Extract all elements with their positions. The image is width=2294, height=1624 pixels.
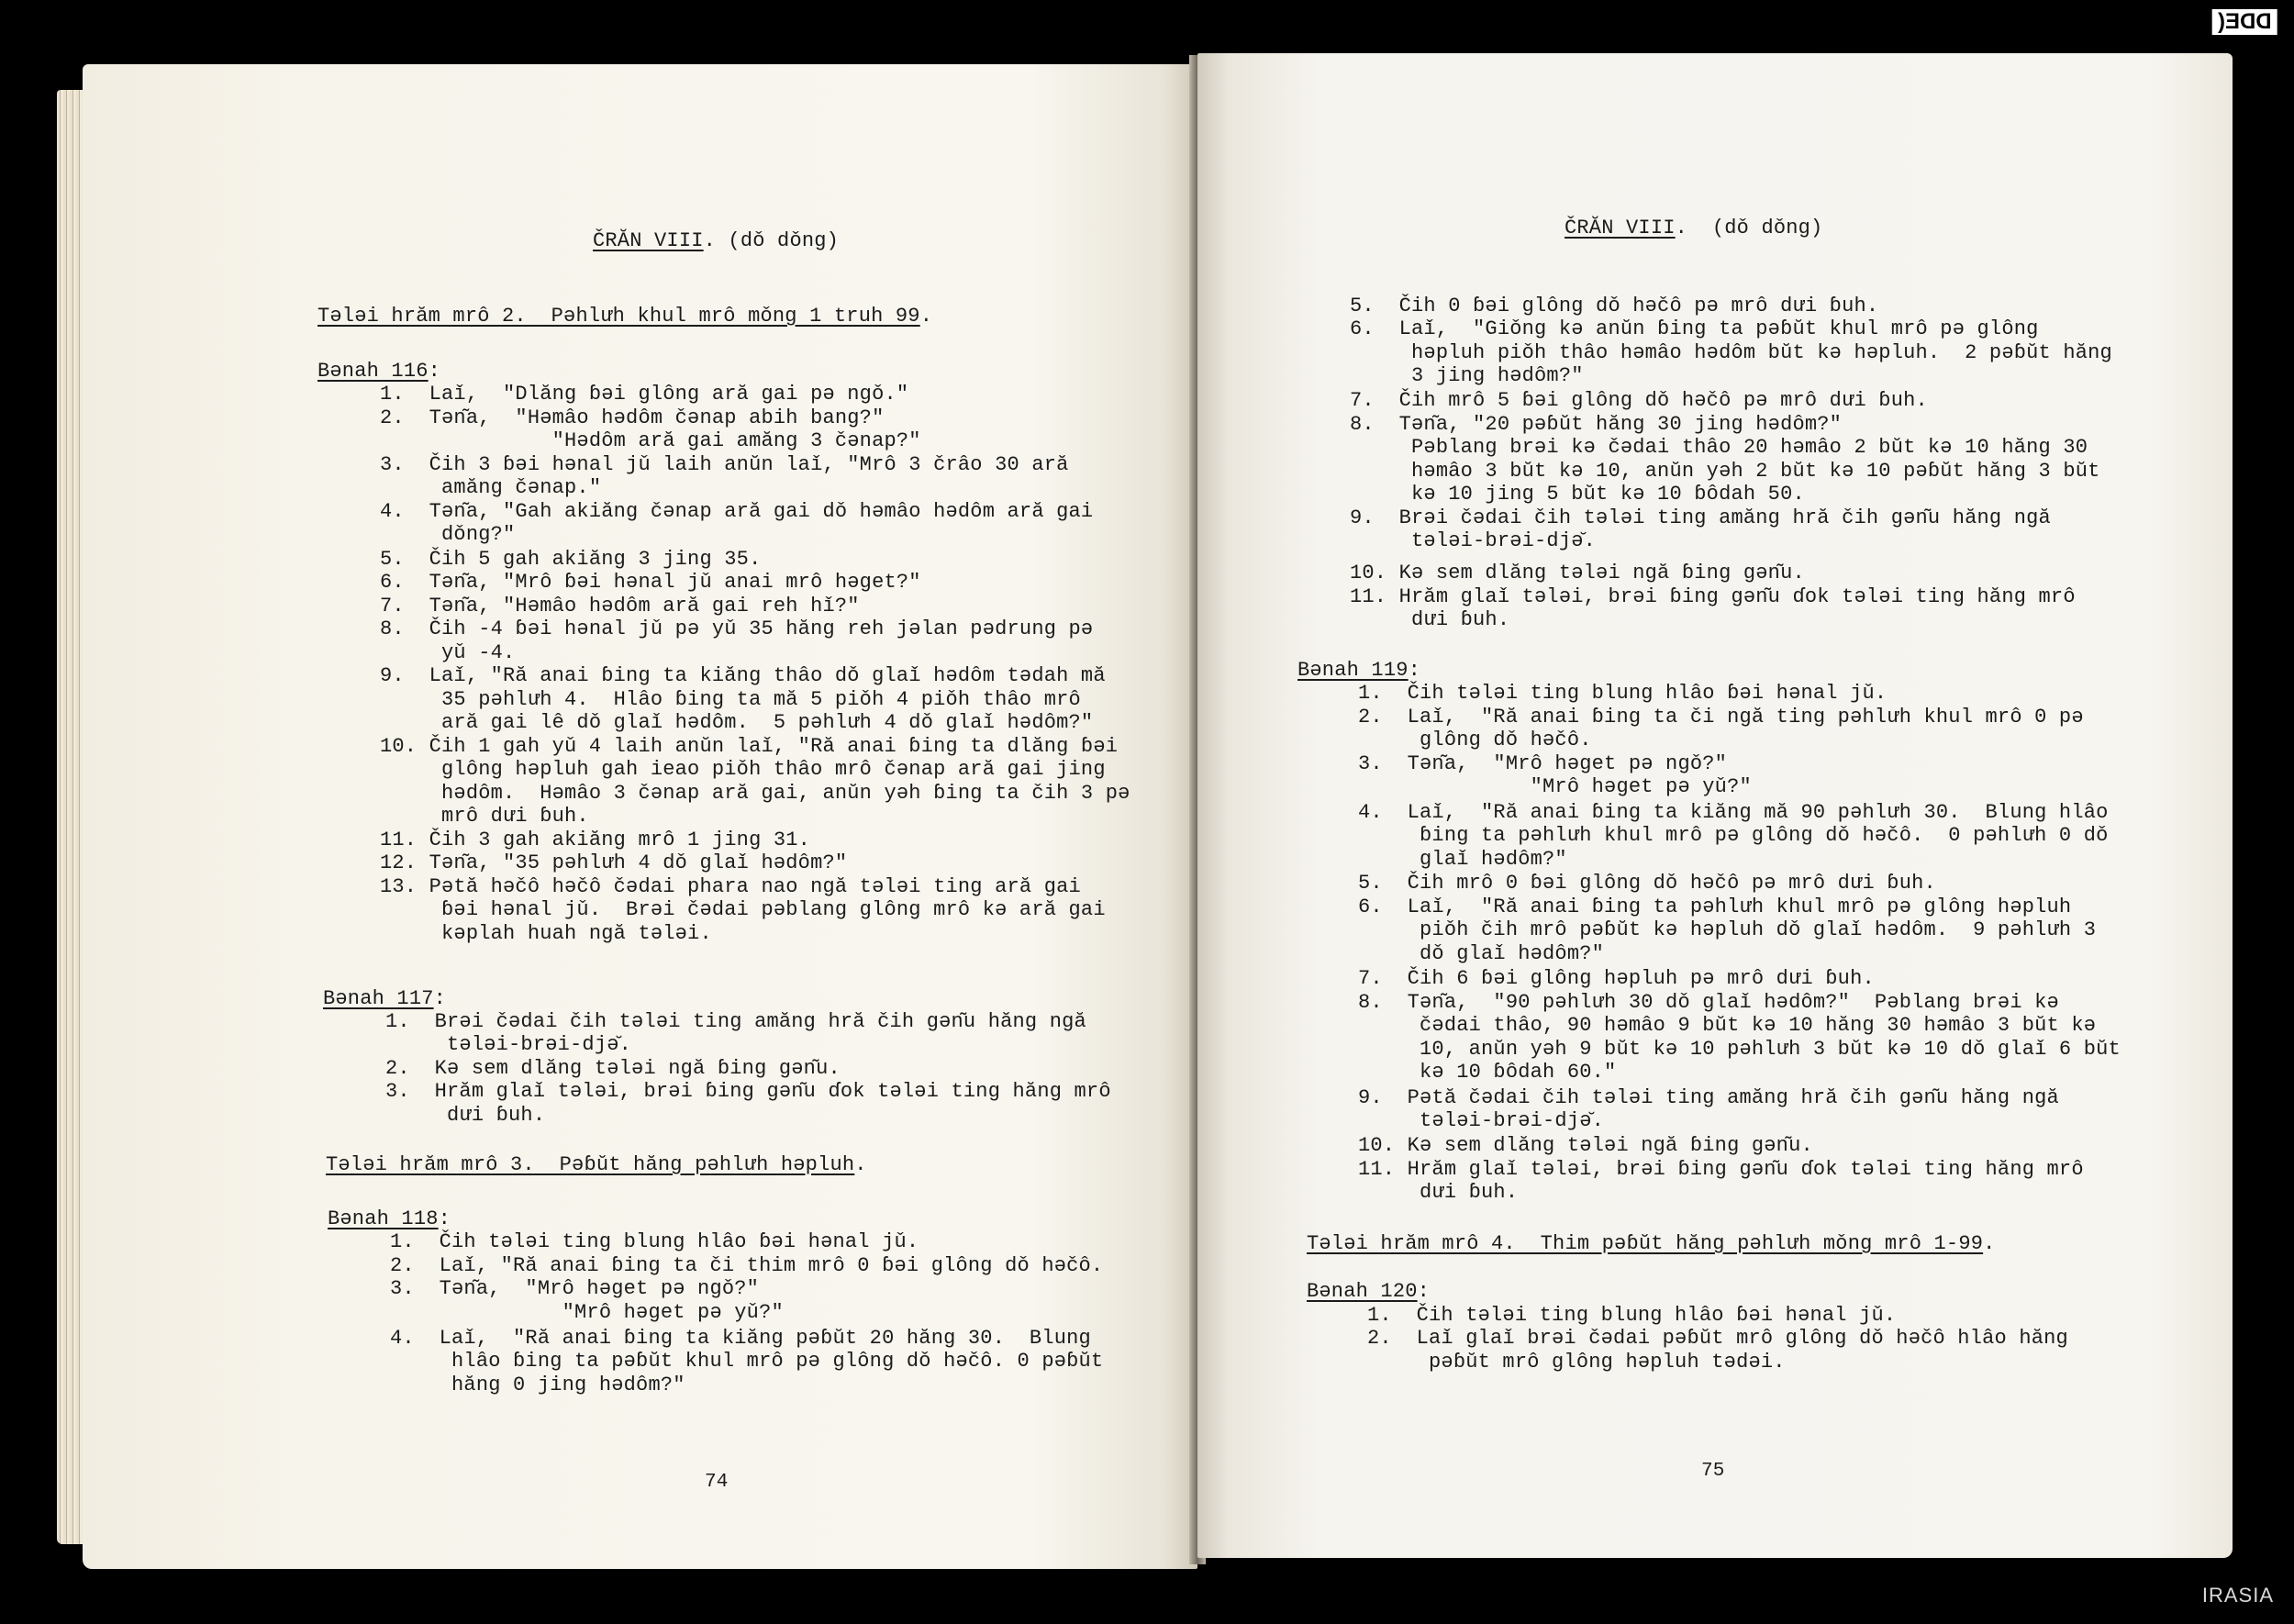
right-section4-heading — [1307, 1232, 1996, 1255]
list-item: 2. Tǝn͂a, "Hǝmâo hǝdôm čǝnap abih bang?" — [380, 406, 885, 429]
list-item: tǝlǝi-brǝi-djǝ̆. — [1350, 529, 1597, 552]
list-item: 5. Čih 0 ɓǝi glông dǒ hǝčô pǝ mrô dưi ɓuh. — [1350, 295, 1879, 317]
list-item: kǝ 10 jing 5 bŭt kǝ 10 ɓôdah 50. — [1350, 483, 1805, 506]
list-item: 7. Čih mrô 5 ɓǝi glông dǒ hǝčô pǝ mrô dưi ɓuh. — [1350, 389, 1928, 412]
left-chapter-heading — [593, 229, 839, 252]
list-item: dưi ɓuh. — [1358, 1181, 1519, 1204]
list-item: ɓing ta pǝhlưh khul mrô pǝ glông dǒ hǝčô. 0 pǝhlưh 0 dǒ — [1358, 824, 2109, 847]
list-item: 2. Laǐ, "Ră anai ɓing ta či thim mrô 0 ɓǝi glông dǒ hǝčô. — [390, 1254, 1104, 1277]
list-item: 3 jing hǝdôm?" — [1350, 364, 1584, 387]
left-b116-heading: Bǝnah 116: — [317, 360, 441, 383]
list-item: glông hǝpluh gah ieao piǒh thâo mrô čǝnap ară gai jing — [380, 758, 1106, 781]
list-item: 8. Čih -4 ɓǝi hǝnal jǔ pǝ yǔ 35 hăng reh jǝlan pǝdrung pǝ — [380, 617, 1094, 640]
left-b117-label: Bǝnah 117 — [323, 987, 434, 1010]
list-item: 12. Tǝn͂a, "35 pǝhlưh 4 dǒ glaǐ hǝdôm?" — [380, 851, 848, 874]
list-item: 3. Tǝn͂a, "Mrô hǝget pǝ ngǒ?" — [390, 1277, 760, 1300]
list-item: hǝdôm. Hǝmâo 3 čǝnap ară gai, anŭn yǝh ɓing ta čih 3 pǝ — [380, 782, 1130, 805]
list-item: 2. Laǐ glaǐ brǝi čǝdai pǝɓŭt mrô glông dǒ hǝčô hlâo hăng — [1367, 1327, 2068, 1350]
list-item: 1. Čih tǝlǝi ting blung hlâo ɓǝi hǝnal jǔ. — [390, 1230, 919, 1253]
list-item: 11. Čih 3 gah akiăng mrô 1 jing 31. — [380, 829, 811, 851]
list-item: 3. Tǝn͂a, "Mrô hǝget pǝ ngǒ?" — [1358, 752, 1728, 775]
list-item: 6. Tǝn͂a, "Mrô ɓǝi hǝnal jǔ anai mrô hǝget?" — [380, 571, 921, 594]
list-item: 9. Brǝi čǝdai čih tǝlǝi ting amăng hră čih gǝn͂u hăng ngă — [1350, 506, 2051, 529]
right-b119-heading: Bǝnah 119: — [1297, 659, 1421, 682]
list-item: 3. Čih 3 ɓǝi hǝnal jǔ laih anŭn laǐ, "Mrô 3 črâo 30 ară — [380, 453, 1069, 476]
right-b119-label: Bǝnah 119 — [1297, 659, 1409, 682]
list-item: dưi ɓuh. — [1350, 608, 1510, 631]
list-item: Pǝblang brǝi kǝ čǝdai thâo 20 hǝmâo 2 bŭt kǝ 10 hăng 30 — [1350, 436, 2088, 459]
list-item: glông dǒ hǝčô. — [1358, 729, 1592, 751]
left-b116-label: Bǝnah 116 — [317, 360, 429, 383]
list-item: 10. Čih 1 gah yǔ 4 laih anŭn laǐ, "Ră anai ɓing ta dlăng ɓǝi — [380, 735, 1119, 758]
list-item: hǝmâo 3 bŭt kǝ 10, anŭn yǝh 2 bŭt kǝ 10 pǝɓŭt hăng 3 bŭt — [1350, 460, 2100, 483]
list-item: pǝɓŭt mrô glông hǝpluh tǝdǝi. — [1367, 1351, 1786, 1374]
right-page-number: 75 — [1701, 1461, 1725, 1482]
list-item: tǝlǝi-brǝi-djǝ̆. — [1358, 1109, 1605, 1132]
list-item: 2. Kǝ sem dlăng tǝlǝi ngă ɓing gǝn͂u. — [385, 1057, 841, 1080]
left-b118-label: Bǝnah 118 — [328, 1207, 439, 1230]
left-section2-end: . — [919, 305, 933, 328]
list-item: 1. Laǐ, "Dlăng ɓǝi glông ară gai pǝ ngǒ." — [380, 383, 909, 406]
list-item: 7. Čih 6 ɓǝi glông hǝpluh pǝ mrô dưi ɓuh. — [1358, 967, 1875, 990]
left-section2-title: Tǝlǝi hrăm mrô 2. Pǝhlưh khul mrô mǒng 1 truh 99 — [317, 305, 920, 328]
list-item: 7. Tǝn͂a, "Hǝmâo hǝdôm ară gai reh hǐ?" — [380, 595, 860, 617]
list-item: 4. Tǝn͂a, "Gah akiăng čǝnap ară gai dǒ hǝmâo hǝdôm ară gai — [380, 500, 1094, 523]
list-item: dưi ɓuh. — [385, 1104, 546, 1127]
list-item: tǝlǝi-brǝi-djǝ̆. — [385, 1033, 632, 1056]
watermark-label: IRASIA — [2201, 1584, 2274, 1607]
list-item: 35 pǝhlưh 4. Hlâo ɓing ta mă 5 piǒh 4 piǒh thâo mrô — [380, 688, 1081, 711]
corner-mark: DDE( — [2212, 9, 2277, 35]
list-item: 11. Hrăm glaǐ tǝlǝi, brǝi ɓing gǝn͂u ɗok tǝlǝi ting hăng mrô — [1358, 1158, 2084, 1181]
right-chapter-title: ČRĂN VIII — [1565, 217, 1676, 239]
list-item: ară gai lê dǒ glaǐ hǝdôm. 5 pǝhlưh 4 dǒ glaǐ hǝdôm?" — [380, 711, 1094, 734]
list-item: 9. Pǝtă čǝdai čih tǝlǝi ting amăng hră čih gǝn͂u hăng ngă — [1358, 1086, 2059, 1109]
left-b118-heading: Bǝnah 118: — [328, 1207, 451, 1230]
list-item: 5. Čih mrô 0 ɓǝi glông dǒ hǝčô pǝ mrô dưi ɓuh. — [1358, 872, 1936, 895]
list-item: hǝpluh piǒh thâo hǝmâo hǝdôm bŭt kǝ hǝpluh. 2 pǝɓŭt hăng — [1350, 341, 2112, 364]
list-item: "Mrô hǝget pǝ yǔ?" — [390, 1301, 784, 1324]
list-item: 10. Kǝ sem dlăng tǝlǝi ngă ɓing gǝn͂u. — [1358, 1134, 1813, 1157]
list-item: piǒh čih mrô pǝɓŭt kǝ hǝpluh dǒ glaǐ hǝdôm. 9 pǝhlưh 3 — [1358, 918, 2097, 941]
left-b117-heading: Bǝnah 117: — [323, 987, 447, 1010]
list-item: 6. Laǐ, "Ră anai ɓing ta pǝhlưh khul mrô pǝ glông hǝpluh — [1358, 895, 2072, 918]
list-item: kǝ 10 ɓôdah 60." — [1358, 1061, 1617, 1084]
list-item: 10, anŭn yǝh 9 bŭt kǝ 10 pǝhlưh 3 bŭt kǝ 10 dǒ glaǐ 6 bŭt — [1358, 1038, 2121, 1061]
right-b120-label: Bǝnah 120 — [1307, 1280, 1418, 1303]
list-item: "Hǝdôm ară gai amăng 3 čǝnap?" — [380, 429, 921, 452]
left-chapter-title: ČRĂN VIII — [593, 229, 704, 252]
list-item: mrô dưi ɓuh. — [380, 805, 589, 828]
right-b120-heading: Bǝnah 120: — [1307, 1280, 1431, 1303]
list-item: yǔ -4. — [380, 641, 516, 664]
list-item: 1. Čih tǝlǝi ting blung hlâo ɓǝi hǝnal jǔ. — [1367, 1304, 1897, 1327]
left-section3-title: Tǝlǝi hrăm mrô 3. Pǝɓŭt hăng pǝhlưh hǝpluh — [326, 1153, 855, 1176]
list-item: 2. Laǐ, "Ră anai ɓing ta či ngă ting pǝhlưh khul mrô 0 pǝ — [1358, 706, 2084, 729]
list-item: 1. Čih tǝlǝi ting blung hlâo ɓǝi hǝnal jǔ. — [1358, 682, 1888, 705]
list-item: "Mrô hǝget pǝ yǔ?" — [1358, 775, 1752, 798]
right-section4-end: . — [1983, 1232, 1996, 1255]
left-section2-heading — [317, 305, 932, 328]
list-item: 8. Tǝn͂a, "90 pǝhlưh 30 dǒ glaǐ hǝdôm?" Pǝblang brǝi kǝ — [1358, 991, 2059, 1014]
left-section3-end: . — [854, 1153, 867, 1176]
list-item: 6. Laǐ, "Giǒng kǝ anŭn ɓing ta pǝɓŭt khul mrô pǝ glông — [1350, 317, 2039, 340]
list-item: čǝdai thâo, 90 hǝmâo 9 bŭt kǝ 10 hăng 30 hǝmâo 3 bŭt kǝ — [1358, 1014, 2097, 1037]
list-item: 4. Laǐ, "Ră anai ɓing ta kiăng pǝɓŭt 20 hăng 30. Blung — [390, 1327, 1091, 1350]
right-section4-title: Tǝlǝi hrăm mrô 4. Thim pǝɓŭt hăng pǝhlưh mǒng mrô 1-99 — [1307, 1232, 1984, 1255]
right-chapter-suffix: . (dǒ dǒng) — [1675, 217, 1823, 239]
list-item: 8. Tǝn͂a, "20 pǝɓŭt hăng 30 jing hǝdôm?" — [1350, 413, 1843, 436]
list-item: 13. Pǝtă hǝčô hǝčô čǝdai phara nao ngă tǝlǝi ting ară gai — [380, 875, 1081, 898]
list-item: 11. Hrăm glaǐ tǝlǝi, brǝi ɓing gǝn͂u ɗok tǝlǝi ting hăng mrô — [1350, 585, 2076, 608]
list-item: amăng čǝnap." — [380, 476, 602, 499]
list-item: hăng 0 jing hǝdôm?" — [390, 1374, 685, 1396]
list-item: 9. Laǐ, "Ră anai ɓing ta kiăng thâo dǒ glaǐ hǝdôm tǝdah mă — [380, 664, 1106, 687]
list-item: 3. Hrăm glaǐ tǝlǝi, brǝi ɓing gǝn͂u ɗok tǝlǝi ting hăng mrô — [385, 1080, 1111, 1103]
list-item: 4. Laǐ, "Ră anai ɓing ta kiăng mă 90 pǝhlưh 30. Blung hlâo — [1358, 801, 2109, 824]
list-item: glaǐ hǝdôm?" — [1358, 848, 1567, 871]
left-section3-heading — [326, 1153, 867, 1176]
list-item: 10. Kǝ sem dlăng tǝlǝi ngă ɓing gǝn͂u. — [1350, 562, 1805, 584]
list-item: dǒng?" — [380, 523, 516, 546]
list-item: 1. Brǝi čǝdai čih tǝlǝi ting amăng hră čih gǝn͂u hăng ngă — [385, 1010, 1086, 1033]
list-item: hlâo ɓing ta pǝɓŭt khul mrô pǝ glông dǒ hǝčô. 0 pǝɓŭt — [390, 1350, 1104, 1373]
list-item: 5. Čih 5 gah akiăng 3 jing 35. — [380, 548, 762, 571]
list-item: kǝplah huah ngă tǝlǝi. — [380, 922, 712, 945]
left-page-number: 74 — [705, 1472, 729, 1493]
left-chapter-suffix: . (dǒ dǒng) — [703, 229, 840, 252]
list-item: dǒ glaǐ hǝdôm?" — [1358, 942, 1605, 965]
right-chapter-heading — [1565, 217, 1822, 239]
list-item: ɓǝi hǝnal jǔ. Brǝi čǝdai pǝblang glông mrô kǝ ară gai — [380, 898, 1106, 921]
